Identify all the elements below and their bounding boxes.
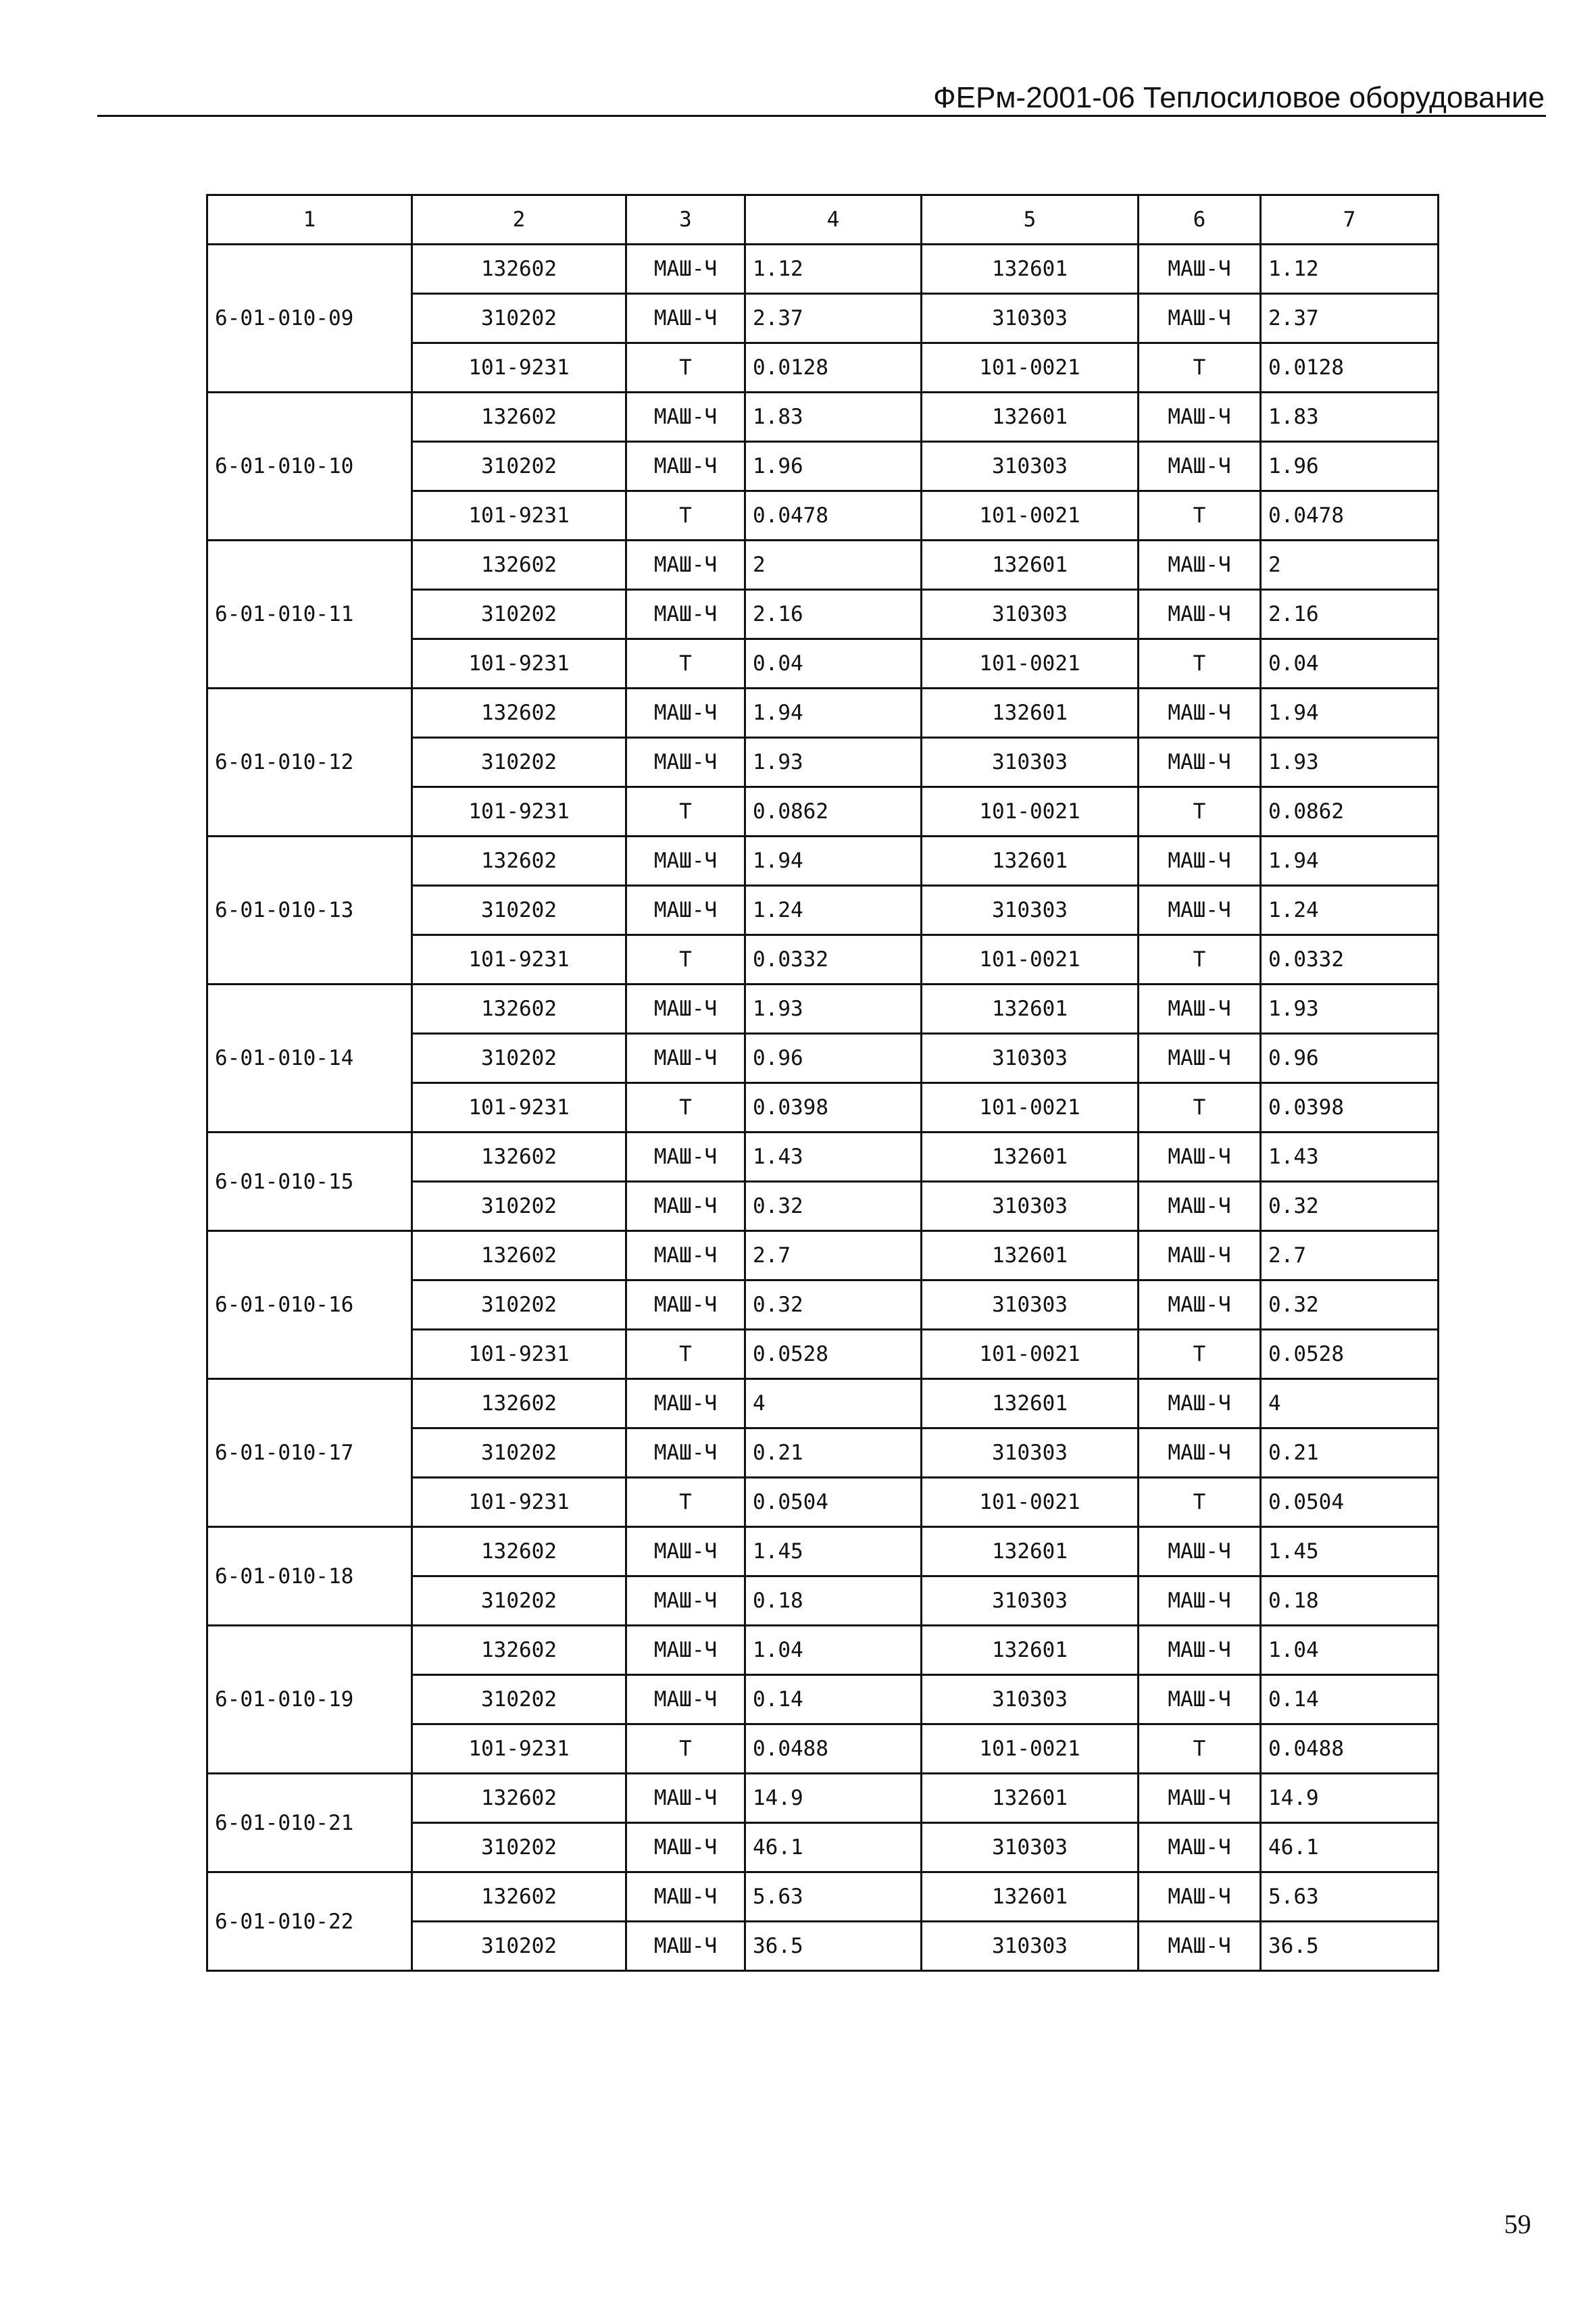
norm-code: 6-01-010-19	[207, 1626, 412, 1774]
replacement-unit: МАШ-Ч	[1139, 442, 1261, 491]
unit: МАШ-Ч	[626, 294, 745, 343]
resource-code: 101-9231	[412, 639, 626, 689]
quantity: 1.94	[745, 689, 922, 738]
replacement-unit: Т	[1139, 1083, 1261, 1132]
replacement-quantity: 0.0128	[1261, 343, 1439, 393]
header-rule	[97, 115, 1546, 117]
replacement-code: 310303	[922, 1675, 1139, 1724]
unit: МАШ-Ч	[626, 1774, 745, 1823]
replacement-unit: МАШ-Ч	[1139, 1379, 1261, 1428]
quantity: 1.93	[745, 985, 922, 1034]
resource-code: 132602	[412, 689, 626, 738]
quantity: 1.04	[745, 1626, 922, 1675]
replacement-quantity: 36.5	[1261, 1922, 1439, 1971]
unit: МАШ-Ч	[626, 738, 745, 787]
resource-code: 310202	[412, 294, 626, 343]
unit: Т	[626, 1478, 745, 1527]
replacement-quantity: 2	[1261, 541, 1439, 590]
resource-code: 132602	[412, 245, 626, 294]
norm-code: 6-01-010-16	[207, 1231, 412, 1379]
replacement-quantity: 1.94	[1261, 689, 1439, 738]
table-row	[207, 541, 1439, 590]
replacement-unit: МАШ-Ч	[1139, 1872, 1261, 1922]
replacement-quantity: 1.94	[1261, 837, 1439, 886]
resource-code: 132602	[412, 541, 626, 590]
replacement-unit: МАШ-Ч	[1139, 590, 1261, 639]
unit: МАШ-Ч	[626, 1823, 745, 1872]
unit: МАШ-Ч	[626, 837, 745, 886]
replacement-quantity: 0.0478	[1261, 491, 1439, 541]
replacement-quantity: 2.37	[1261, 294, 1439, 343]
replacement-unit: МАШ-Ч	[1139, 1626, 1261, 1675]
replacement-unit: МАШ-Ч	[1139, 1132, 1261, 1182]
replacement-unit: МАШ-Ч	[1139, 393, 1261, 442]
unit: МАШ-Ч	[626, 1034, 745, 1083]
table-row	[207, 1231, 1439, 1280]
resource-code: 310202	[412, 1675, 626, 1724]
table-header-row	[207, 195, 1439, 245]
table-row	[207, 1774, 1439, 1823]
replacement-quantity: 1.93	[1261, 738, 1439, 787]
replacement-unit: МАШ-Ч	[1139, 1034, 1261, 1083]
resource-code: 132602	[412, 985, 626, 1034]
replacement-code: 101-0021	[922, 1724, 1139, 1774]
table-row	[207, 837, 1439, 886]
replacement-code: 132601	[922, 1626, 1139, 1675]
quantity: 1.93	[745, 738, 922, 787]
unit: МАШ-Ч	[626, 393, 745, 442]
table-row	[207, 1872, 1439, 1922]
replacement-code: 310303	[922, 1576, 1139, 1626]
quantity: 1.45	[745, 1527, 922, 1576]
unit: Т	[626, 1724, 745, 1774]
replacement-code: 101-0021	[922, 1083, 1139, 1132]
norm-code: 6-01-010-10	[207, 393, 412, 541]
resource-code: 132602	[412, 1872, 626, 1922]
norm-code: 6-01-010-17	[207, 1379, 412, 1527]
quantity: 0.21	[745, 1428, 922, 1478]
resource-code: 310202	[412, 590, 626, 639]
replacement-quantity: 1.43	[1261, 1132, 1439, 1182]
column-header: 5	[922, 195, 1139, 245]
resource-code: 101-9231	[412, 935, 626, 985]
replacement-quantity: 46.1	[1261, 1823, 1439, 1872]
replacement-code: 101-0021	[922, 935, 1139, 985]
replacement-quantity: 0.0528	[1261, 1330, 1439, 1379]
replacement-code: 132601	[922, 1527, 1139, 1576]
replacement-quantity: 0.0862	[1261, 787, 1439, 837]
unit: МАШ-Ч	[626, 1280, 745, 1330]
quantity: 1.43	[745, 1132, 922, 1182]
replacement-unit: МАШ-Ч	[1139, 738, 1261, 787]
norm-code: 6-01-010-13	[207, 837, 412, 985]
replacement-code: 132601	[922, 1132, 1139, 1182]
replacement-quantity: 4	[1261, 1379, 1439, 1428]
unit: Т	[626, 491, 745, 541]
replacement-unit: МАШ-Ч	[1139, 1428, 1261, 1478]
replacement-code: 132601	[922, 245, 1139, 294]
replacement-quantity: 0.96	[1261, 1034, 1439, 1083]
unit: МАШ-Ч	[626, 985, 745, 1034]
replacement-unit: Т	[1139, 935, 1261, 985]
replacement-unit: МАШ-Ч	[1139, 1774, 1261, 1823]
replacement-unit: МАШ-Ч	[1139, 1576, 1261, 1626]
replacement-unit: МАШ-Ч	[1139, 294, 1261, 343]
replacement-code: 101-0021	[922, 343, 1139, 393]
replacement-quantity: 0.0332	[1261, 935, 1439, 985]
unit: МАШ-Ч	[626, 1527, 745, 1576]
replacement-quantity: 1.24	[1261, 886, 1439, 935]
unit: МАШ-Ч	[626, 1428, 745, 1478]
column-header: 1	[207, 195, 412, 245]
quantity: 2.37	[745, 294, 922, 343]
quantity: 0.0398	[745, 1083, 922, 1132]
replacement-quantity: 1.93	[1261, 985, 1439, 1034]
quantity: 2	[745, 541, 922, 590]
replacement-quantity: 14.9	[1261, 1774, 1439, 1823]
unit: МАШ-Ч	[626, 590, 745, 639]
resource-code: 101-9231	[412, 787, 626, 837]
replacement-quantity: 0.21	[1261, 1428, 1439, 1478]
quantity: 5.63	[745, 1872, 922, 1922]
quantity: 0.0504	[745, 1478, 922, 1527]
replacement-unit: МАШ-Ч	[1139, 837, 1261, 886]
replacement-quantity: 0.32	[1261, 1182, 1439, 1231]
replacement-code: 132601	[922, 1379, 1139, 1428]
resource-code: 310202	[412, 1922, 626, 1971]
replacement-unit: МАШ-Ч	[1139, 886, 1261, 935]
quantity: 0.0862	[745, 787, 922, 837]
replacement-code: 132601	[922, 1774, 1139, 1823]
resource-code: 310202	[412, 886, 626, 935]
replacement-code: 310303	[922, 738, 1139, 787]
replacement-unit: МАШ-Ч	[1139, 1922, 1261, 1971]
unit: МАШ-Ч	[626, 1231, 745, 1280]
column-header: 4	[745, 195, 922, 245]
unit: Т	[626, 1330, 745, 1379]
resource-code: 132602	[412, 1132, 626, 1182]
resource-code: 310202	[412, 1428, 626, 1478]
quantity: 1.94	[745, 837, 922, 886]
replacement-code: 132601	[922, 985, 1139, 1034]
replacement-unit: Т	[1139, 343, 1261, 393]
replacement-code: 101-0021	[922, 639, 1139, 689]
quantity: 0.0488	[745, 1724, 922, 1774]
quantity: 0.32	[745, 1182, 922, 1231]
table-row	[207, 689, 1439, 738]
column-header: 6	[1139, 195, 1261, 245]
norm-code: 6-01-010-09	[207, 245, 412, 393]
unit: МАШ-Ч	[626, 1182, 745, 1231]
resource-code: 132602	[412, 1527, 626, 1576]
resource-code: 101-9231	[412, 1083, 626, 1132]
replacement-quantity: 0.04	[1261, 639, 1439, 689]
quantity: 0.18	[745, 1576, 922, 1626]
replacement-unit: МАШ-Ч	[1139, 1182, 1261, 1231]
replacement-code: 132601	[922, 1231, 1139, 1280]
norm-code: 6-01-010-15	[207, 1132, 412, 1231]
quantity: 46.1	[745, 1823, 922, 1872]
replacement-quantity: 0.0504	[1261, 1478, 1439, 1527]
replacement-unit: МАШ-Ч	[1139, 1675, 1261, 1724]
unit: МАШ-Ч	[626, 442, 745, 491]
replacement-unit: МАШ-Ч	[1139, 245, 1261, 294]
resource-code: 310202	[412, 1034, 626, 1083]
replacement-quantity: 1.04	[1261, 1626, 1439, 1675]
unit: МАШ-Ч	[626, 1132, 745, 1182]
quantity: 0.0528	[745, 1330, 922, 1379]
norm-code: 6-01-010-14	[207, 985, 412, 1132]
quantity: 1.24	[745, 886, 922, 935]
replacement-quantity: 0.32	[1261, 1280, 1439, 1330]
replacement-code: 132601	[922, 541, 1139, 590]
replacement-quantity: 0.0488	[1261, 1724, 1439, 1774]
replacement-code: 310303	[922, 1280, 1139, 1330]
replacement-unit: Т	[1139, 787, 1261, 837]
replacement-unit: МАШ-Ч	[1139, 985, 1261, 1034]
replacement-code: 101-0021	[922, 1478, 1139, 1527]
resource-code: 101-9231	[412, 491, 626, 541]
replacement-quantity: 0.18	[1261, 1576, 1439, 1626]
table-row	[207, 1379, 1439, 1428]
column-header: 7	[1261, 195, 1439, 245]
unit: МАШ-Ч	[626, 1675, 745, 1724]
column-header: 2	[412, 195, 626, 245]
resource-code: 132602	[412, 393, 626, 442]
table-row	[207, 245, 1439, 294]
quantity: 1.12	[745, 245, 922, 294]
replacement-code: 101-0021	[922, 787, 1139, 837]
resource-code: 132602	[412, 1774, 626, 1823]
replacement-code: 310303	[922, 294, 1139, 343]
quantity: 0.14	[745, 1675, 922, 1724]
replacement-code: 310303	[922, 1182, 1139, 1231]
quantity: 2.16	[745, 590, 922, 639]
replacement-unit: Т	[1139, 639, 1261, 689]
replacement-code: 310303	[922, 1428, 1139, 1478]
quantity: 2.7	[745, 1231, 922, 1280]
replacement-code: 101-0021	[922, 1330, 1139, 1379]
resource-code: 132602	[412, 1626, 626, 1675]
replacement-unit: Т	[1139, 1724, 1261, 1774]
quantity: 1.83	[745, 393, 922, 442]
resource-code: 101-9231	[412, 1724, 626, 1774]
page-number: 59	[1504, 2209, 1531, 2239]
replacement-unit: Т	[1139, 1478, 1261, 1527]
quantity: 0.0128	[745, 343, 922, 393]
unit: МАШ-Ч	[626, 1379, 745, 1428]
resource-table	[206, 194, 1439, 1972]
column-header: 3	[626, 195, 745, 245]
table-row	[207, 1626, 1439, 1675]
replacement-code: 101-0021	[922, 491, 1139, 541]
replacement-code: 310303	[922, 1034, 1139, 1083]
unit: Т	[626, 343, 745, 393]
unit: Т	[626, 639, 745, 689]
replacement-unit: МАШ-Ч	[1139, 1527, 1261, 1576]
unit: МАШ-Ч	[626, 1872, 745, 1922]
norm-code: 6-01-010-11	[207, 541, 412, 689]
replacement-unit: Т	[1139, 491, 1261, 541]
resource-code: 310202	[412, 442, 626, 491]
unit: МАШ-Ч	[626, 689, 745, 738]
table-body	[207, 245, 1439, 1971]
resource-code: 101-9231	[412, 1478, 626, 1527]
page-header-title: ФЕРм-2001-06 Теплосиловое оборудование	[933, 81, 1545, 114]
resource-code: 310202	[412, 1280, 626, 1330]
replacement-unit: МАШ-Ч	[1139, 1231, 1261, 1280]
resource-code: 310202	[412, 738, 626, 787]
resource-code: 310202	[412, 1823, 626, 1872]
quantity: 4	[745, 1379, 922, 1428]
replacement-quantity: 0.14	[1261, 1675, 1439, 1724]
replacement-unit: Т	[1139, 1330, 1261, 1379]
replacement-unit: МАШ-Ч	[1139, 689, 1261, 738]
replacement-code: 310303	[922, 442, 1139, 491]
unit: МАШ-Ч	[626, 541, 745, 590]
replacement-quantity: 1.12	[1261, 245, 1439, 294]
resource-code: 132602	[412, 837, 626, 886]
replacement-quantity: 1.45	[1261, 1527, 1439, 1576]
quantity: 14.9	[745, 1774, 922, 1823]
replacement-code: 132601	[922, 689, 1139, 738]
replacement-code: 132601	[922, 393, 1139, 442]
replacement-code: 310303	[922, 1823, 1139, 1872]
replacement-code: 132601	[922, 837, 1139, 886]
unit: Т	[626, 1083, 745, 1132]
table-row	[207, 1132, 1439, 1182]
replacement-quantity: 2.16	[1261, 590, 1439, 639]
quantity: 0.32	[745, 1280, 922, 1330]
replacement-quantity: 2.7	[1261, 1231, 1439, 1280]
replacement-quantity: 5.63	[1261, 1872, 1439, 1922]
replacement-quantity: 0.0398	[1261, 1083, 1439, 1132]
replacement-unit: МАШ-Ч	[1139, 1280, 1261, 1330]
unit: Т	[626, 787, 745, 837]
replacement-unit: МАШ-Ч	[1139, 1823, 1261, 1872]
quantity: 0.96	[745, 1034, 922, 1083]
replacement-code: 132601	[922, 1872, 1139, 1922]
replacement-code: 310303	[922, 590, 1139, 639]
quantity: 0.0332	[745, 935, 922, 985]
quantity: 36.5	[745, 1922, 922, 1971]
replacement-unit: МАШ-Ч	[1139, 541, 1261, 590]
norm-code: 6-01-010-18	[207, 1527, 412, 1626]
quantity: 0.0478	[745, 491, 922, 541]
replacement-quantity: 1.83	[1261, 393, 1439, 442]
norm-code: 6-01-010-12	[207, 689, 412, 837]
table-row	[207, 985, 1439, 1034]
replacement-code: 310303	[922, 886, 1139, 935]
resource-code: 132602	[412, 1379, 626, 1428]
table-row	[207, 393, 1439, 442]
replacement-quantity: 1.96	[1261, 442, 1439, 491]
quantity: 0.04	[745, 639, 922, 689]
resource-code: 101-9231	[412, 343, 626, 393]
replacement-code: 310303	[922, 1922, 1139, 1971]
unit: МАШ-Ч	[626, 245, 745, 294]
unit: МАШ-Ч	[626, 886, 745, 935]
resource-code: 310202	[412, 1576, 626, 1626]
unit: МАШ-Ч	[626, 1576, 745, 1626]
norm-code: 6-01-010-22	[207, 1872, 412, 1971]
unit: МАШ-Ч	[626, 1922, 745, 1971]
unit: МАШ-Ч	[626, 1626, 745, 1675]
quantity: 1.96	[745, 442, 922, 491]
resource-code: 132602	[412, 1231, 626, 1280]
resource-code: 310202	[412, 1182, 626, 1231]
table-row	[207, 1527, 1439, 1576]
unit: Т	[626, 935, 745, 985]
resource-code: 101-9231	[412, 1330, 626, 1379]
norm-code: 6-01-010-21	[207, 1774, 412, 1872]
